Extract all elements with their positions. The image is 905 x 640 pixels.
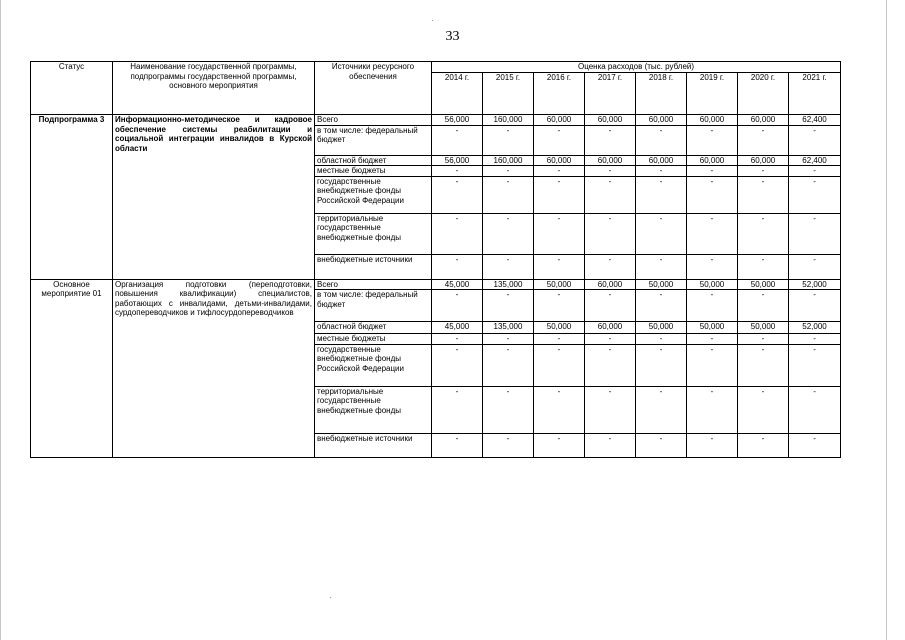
funding-source: внебюджетные источники (315, 433, 432, 457)
cell-value: 60,000 (687, 155, 738, 166)
header-year: 2016 г. (534, 73, 585, 115)
cell-value: - (534, 166, 585, 177)
cell-value: - (789, 254, 841, 279)
cell-value: 50,000 (687, 279, 738, 290)
cell-value: - (534, 433, 585, 457)
funding-source: местные бюджеты (315, 166, 432, 177)
cell-value: - (432, 176, 483, 213)
cell-value: - (585, 386, 636, 433)
cell-value: - (738, 433, 789, 457)
cell-value: - (738, 176, 789, 213)
funding-source: областной бюджет (315, 322, 432, 334)
cell-value: - (432, 433, 483, 457)
cell-value: - (585, 290, 636, 322)
cell-value: - (585, 213, 636, 254)
cell-value: 50,000 (534, 322, 585, 334)
cell-value: - (687, 386, 738, 433)
cell-value: - (585, 254, 636, 279)
header-estimate: Оценка расходов (тыс. рублей) (432, 62, 841, 73)
cell-value: - (789, 344, 841, 386)
cell-value: - (534, 290, 585, 322)
cell-value: 60,000 (585, 155, 636, 166)
cell-value: - (432, 166, 483, 177)
cell-value: - (636, 125, 687, 155)
cell-value: - (483, 386, 534, 433)
cell-value: 60,000 (636, 155, 687, 166)
cell-value: - (636, 334, 687, 345)
scan-dot (432, 20, 433, 21)
cell-value: - (483, 334, 534, 345)
cell-value: 50,000 (687, 322, 738, 334)
cell-value: - (789, 433, 841, 457)
cell-value: - (789, 125, 841, 155)
row-status: Подпрограмма 3 (31, 115, 113, 280)
header-year: 2015 г. (483, 73, 534, 115)
funding-source: в том числе: федеральный бюджет (315, 125, 432, 155)
cell-value: - (636, 386, 687, 433)
cell-value: - (687, 125, 738, 155)
cell-value: - (534, 386, 585, 433)
cell-value: - (789, 290, 841, 322)
cell-value: - (432, 125, 483, 155)
cell-value: - (687, 254, 738, 279)
cell-value: - (789, 386, 841, 433)
header-year: 2018 г. (636, 73, 687, 115)
cell-value: 50,000 (534, 279, 585, 290)
cell-value: 160,000 (483, 155, 534, 166)
funding-source: государственные внебюджетные фонды Российской Федерации (315, 344, 432, 386)
cell-value: - (483, 344, 534, 386)
cell-value: - (483, 433, 534, 457)
cell-value: - (534, 125, 585, 155)
page-number: 33 (445, 29, 460, 44)
scan-edge-line (886, 0, 887, 640)
scan-edge-line (0, 0, 1, 640)
row-name: Информационно-методическое и кадровое обеспечение системы реабилитации и социальной интеграции инвалидов в Курской области (113, 115, 315, 280)
cell-value: 56,000 (432, 155, 483, 166)
funding-source: местные бюджеты (315, 334, 432, 345)
cell-value: 135,000 (483, 279, 534, 290)
cell-value: - (687, 344, 738, 386)
row-name: Организация подготовки (переподготовки, повышения квалификации) специалистов, работающих с инвалидами, детьми-инвалидами, сурдопереводчиков и тифлосурдопереводчиков (113, 279, 315, 457)
cell-value: - (789, 176, 841, 213)
cell-value: - (585, 433, 636, 457)
cell-value: 60,000 (636, 115, 687, 126)
cell-value: - (738, 386, 789, 433)
cell-value: - (738, 254, 789, 279)
cell-value: - (585, 176, 636, 213)
cell-value: - (738, 290, 789, 322)
budget-table (30, 61, 841, 458)
cell-value: - (432, 290, 483, 322)
cell-value: - (483, 125, 534, 155)
cell-value: - (432, 334, 483, 345)
cell-value: - (738, 334, 789, 345)
cell-value: 50,000 (636, 279, 687, 290)
cell-value: - (636, 254, 687, 279)
funding-source: областной бюджет (315, 155, 432, 166)
cell-value: - (432, 213, 483, 254)
cell-value: 135,000 (483, 322, 534, 334)
cell-value: 60,000 (687, 115, 738, 126)
cell-value: 56,000 (432, 115, 483, 126)
cell-value: - (687, 166, 738, 177)
cell-value: - (483, 254, 534, 279)
funding-source: в том числе: федеральный бюджет (315, 290, 432, 322)
cell-value: - (687, 213, 738, 254)
cell-value: - (534, 254, 585, 279)
header-year: 2020 г. (738, 73, 789, 115)
cell-value: - (585, 344, 636, 386)
cell-value: - (585, 125, 636, 155)
funding-source: внебюджетные источники (315, 254, 432, 279)
cell-value: - (585, 166, 636, 177)
cell-value: - (534, 176, 585, 213)
cell-value: 50,000 (738, 322, 789, 334)
cell-value: - (534, 344, 585, 386)
cell-value: 45,000 (432, 279, 483, 290)
cell-value: - (534, 334, 585, 345)
cell-value: - (636, 344, 687, 386)
cell-value: 52,000 (789, 322, 841, 334)
cell-value: - (483, 176, 534, 213)
cell-value: - (432, 254, 483, 279)
cell-value: - (687, 334, 738, 345)
cell-value: - (483, 290, 534, 322)
cell-value: - (483, 213, 534, 254)
cell-value: - (636, 213, 687, 254)
funding-source: территориальные государственные внебюджетные фонды (315, 213, 432, 254)
header-year: 2014 г. (432, 73, 483, 115)
cell-value: 45,000 (432, 322, 483, 334)
cell-value: 50,000 (636, 322, 687, 334)
cell-value: - (687, 176, 738, 213)
cell-value: - (585, 334, 636, 345)
header-name: Наименование государственной программы, подпрограммы государственной программы, основного мероприятия (113, 62, 315, 115)
cell-value: - (534, 213, 585, 254)
cell-value: 60,000 (534, 155, 585, 166)
cell-value: - (636, 166, 687, 177)
funding-source: территориальные государственные внебюджетные фонды (315, 386, 432, 433)
table-row (31, 279, 841, 290)
cell-value: - (738, 125, 789, 155)
cell-value: - (738, 213, 789, 254)
cell-value: - (687, 290, 738, 322)
table-header (31, 62, 841, 115)
funding-source: Всего (315, 115, 432, 126)
cell-value: 160,000 (483, 115, 534, 126)
cell-value: 52,000 (789, 279, 841, 290)
cell-value: - (636, 290, 687, 322)
cell-value: 60,000 (585, 322, 636, 334)
cell-value: 60,000 (738, 115, 789, 126)
cell-value: - (432, 344, 483, 386)
cell-value: - (789, 166, 841, 177)
table-row (31, 115, 841, 126)
cell-value: 60,000 (534, 115, 585, 126)
header-status: Статус (31, 62, 113, 115)
header-year: 2017 г. (585, 73, 636, 115)
cell-value: - (636, 176, 687, 213)
cell-value: - (789, 334, 841, 345)
cell-value: 62,400 (789, 115, 841, 126)
cell-value: 60,000 (738, 155, 789, 166)
cell-value: - (432, 386, 483, 433)
cell-value: 60,000 (585, 115, 636, 126)
cell-value: - (483, 166, 534, 177)
funding-source: государственные внебюджетные фонды Российской Федерации (315, 176, 432, 213)
cell-value: - (789, 213, 841, 254)
header-year: 2021 г. (789, 73, 841, 115)
cell-value: 62,400 (789, 155, 841, 166)
row-status: Основное мероприятие 01 (31, 279, 113, 457)
scan-dot (330, 597, 331, 598)
cell-value: 50,000 (738, 279, 789, 290)
cell-value: - (738, 344, 789, 386)
header-year: 2019 г. (687, 73, 738, 115)
header-source: Источники ресурсного обеспечения (315, 62, 432, 115)
table-body (31, 115, 841, 458)
cell-value: - (636, 433, 687, 457)
cell-value: - (738, 166, 789, 177)
cell-value: - (687, 433, 738, 457)
cell-value: 60,000 (585, 279, 636, 290)
funding-source: Всего (315, 279, 432, 290)
